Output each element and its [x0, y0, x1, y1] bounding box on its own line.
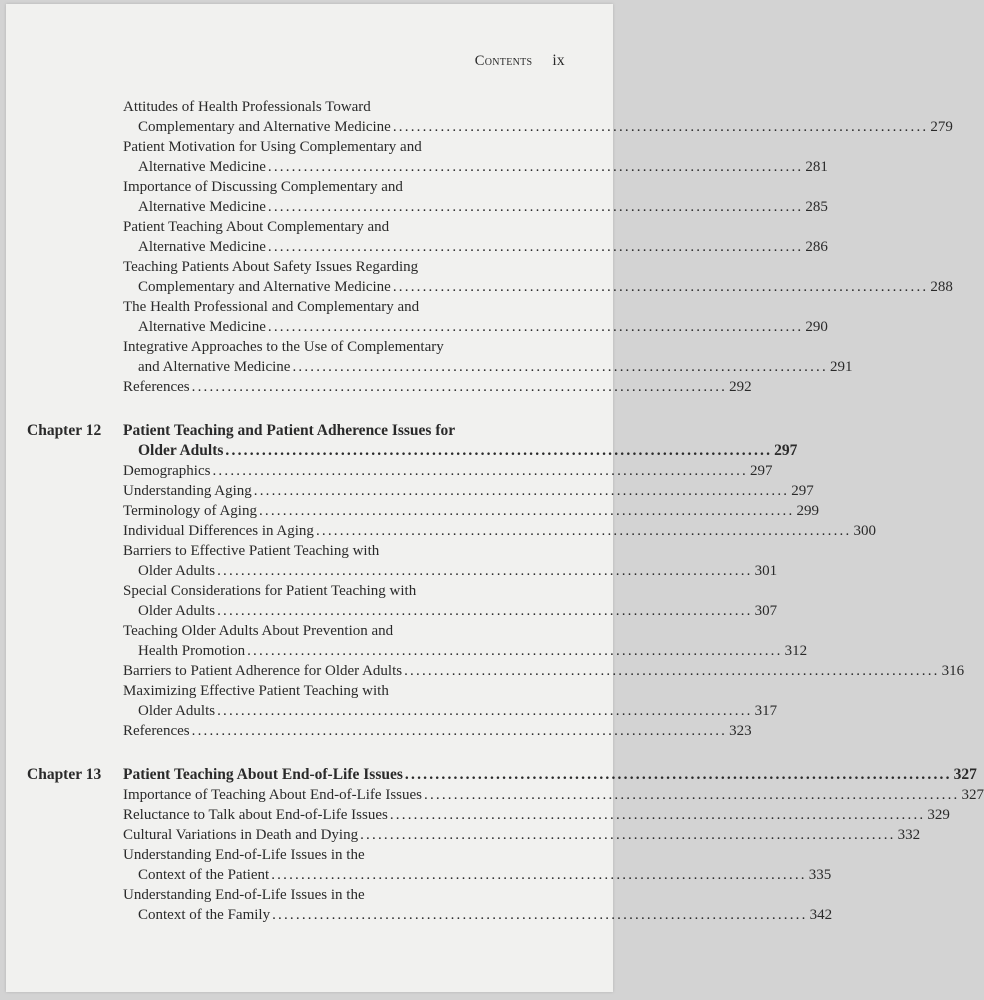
running-header: [475, 52, 565, 70]
entry-page-number: 335: [808, 867, 832, 883]
toc-line: [6, 621, 613, 641]
dot-leader: ‎..........................................................................................: [217, 563, 753, 579]
toc-line: [6, 377, 752, 397]
toc-entry-line: [123, 337, 444, 357]
toc-entry: [6, 137, 828, 177]
toc-entry: [6, 721, 752, 741]
entry-page-number: 297: [791, 483, 814, 499]
entry-title: Alternative Medicine: [138, 239, 266, 255]
entry-page-number: 279: [930, 119, 953, 135]
toc-entry: [6, 845, 832, 885]
dot-leader: ‎..........................................................................................: [225, 442, 773, 459]
entry-page-number: 327: [961, 787, 984, 803]
dot-leader: ‎..........................................................................................: [217, 603, 753, 619]
toc-entry-final-line: [138, 157, 828, 177]
chapter-entry: [6, 421, 798, 461]
running-header-page-number: ix: [552, 52, 565, 69]
entry-page-number: 291: [829, 359, 853, 375]
dot-leader: ‎..........................................................................................: [267, 319, 804, 335]
toc-line: [6, 501, 819, 521]
toc-line: [6, 845, 613, 865]
toc-entry-final-line: [123, 521, 876, 541]
toc-line: [6, 257, 613, 277]
dot-leader: ‎..........................................................................................: [404, 766, 952, 783]
chapter-label: Chapter 13: [27, 766, 102, 783]
entry-title: Attitudes of Health Professionals Toward: [123, 99, 371, 115]
entry-title: Integrative Approaches to the Use of Complementary: [123, 339, 444, 355]
toc-entry-final-line: [138, 277, 953, 297]
entry-page-number: 301: [754, 563, 778, 579]
toc-entry: [6, 885, 833, 925]
toc-entry-final-line: [123, 461, 773, 481]
entry-title: Importance of Teaching About End-of-Life Issues: [123, 787, 422, 803]
toc-entry: [6, 257, 953, 297]
toc-line: [6, 421, 613, 441]
toc-line: [6, 317, 828, 337]
toc-entry-final-line: [138, 701, 778, 721]
toc-line: [6, 905, 833, 925]
dot-leader: ‎..........................................................................................: [404, 663, 940, 679]
entry-page-number: 323: [729, 723, 752, 739]
entry-title: Alternative Medicine: [138, 159, 266, 175]
entry-title: Teaching Older Adults About Prevention and: [123, 623, 394, 639]
entry-title: Reluctance to Talk about End-of-Life Issues: [123, 807, 388, 823]
toc-entry: [6, 681, 778, 721]
entry-title: Demographics: [123, 463, 211, 479]
entry-title: Context of the Patient: [138, 867, 270, 883]
toc-entry: [6, 377, 752, 397]
toc-entry-final-line: [138, 905, 833, 925]
toc-entry-final-line: [123, 765, 977, 785]
chapter-label: Chapter 12: [27, 422, 102, 439]
toc-line: [6, 461, 773, 481]
toc-entry-final-line: [138, 865, 832, 885]
dot-leader: ‎..........................................................................................: [258, 503, 795, 519]
dot-leader: ‎..........................................................................................: [315, 523, 852, 539]
toc-line: [6, 805, 950, 825]
entry-page-number: 285: [805, 199, 828, 215]
entry-page-number: 327: [953, 766, 977, 783]
toc-entry-final-line: [138, 641, 808, 661]
entry-title: Barriers to Patient Adherence for Older Adults: [123, 663, 403, 679]
entry-page-number: 342: [809, 907, 833, 923]
entry-title: Older Adults: [138, 563, 216, 579]
toc-entry-line: [123, 845, 365, 865]
dot-leader: ‎..........................................................................................: [217, 703, 753, 719]
toc-entry-final-line: [138, 197, 828, 217]
toc-entry-final-line: [138, 317, 828, 337]
toc-line: [6, 237, 828, 257]
toc-entry-line: [123, 421, 455, 441]
entry-title: Teaching Patients About Safety Issues Regarding: [123, 259, 419, 275]
toc-line: [6, 277, 953, 297]
dot-leader: ‎..........................................................................................: [424, 787, 960, 803]
toc-entry: [6, 177, 828, 217]
toc-line: [6, 521, 876, 541]
dot-leader: ‎..........................................................................................: [271, 867, 807, 883]
dot-leader: ‎..........................................................................................: [389, 807, 926, 823]
toc-entry: [6, 581, 778, 621]
toc-entry: [6, 785, 984, 805]
toc-line: [6, 865, 832, 885]
toc-entry-line: [123, 97, 371, 117]
toc-line: [6, 137, 613, 157]
dot-leader: ‎..........................................................................................: [191, 723, 728, 739]
toc-entry-final-line: [138, 117, 953, 137]
toc-entry-line: [123, 541, 379, 561]
dot-leader: ‎..........................................................................................: [272, 907, 808, 923]
toc-entry-final-line: [138, 441, 798, 461]
toc-line: [6, 601, 778, 621]
dot-leader: ‎..........................................................................................: [212, 463, 748, 479]
toc-entry: [6, 805, 950, 825]
table-of-contents: [6, 97, 984, 925]
entry-title: Understanding End-of-Life Issues in the: [123, 847, 365, 863]
toc-entry-final-line: [123, 721, 752, 741]
toc-line: [6, 177, 613, 197]
dot-leader: ‎..........................................................................................: [267, 199, 804, 215]
toc-entry-line: [123, 621, 393, 641]
entry-title: Understanding Aging: [123, 483, 252, 499]
toc-entry-final-line: [123, 825, 921, 845]
dot-leader: ‎..........................................................................................: [267, 239, 804, 255]
section-gap: [6, 397, 613, 421]
toc-entry-final-line: [123, 785, 984, 805]
toc-entry: [6, 541, 778, 581]
toc-entry-final-line: [138, 601, 778, 621]
toc-line: [6, 481, 814, 501]
chapter-title: Patient Teaching About End-of-Life Issues: [123, 766, 403, 783]
entry-title: Older Adults: [138, 703, 216, 719]
toc-line: [6, 785, 984, 805]
toc-entry: [6, 217, 828, 257]
toc-line: [6, 441, 798, 461]
toc-entry-final-line: [123, 661, 965, 681]
toc-line: [6, 297, 613, 317]
toc-line: [6, 157, 828, 177]
dot-leader: ‎..........................................................................................: [392, 119, 929, 135]
entry-title: Patient Motivation for Using Complementary and: [123, 139, 422, 155]
entry-title: Importance of Discussing Complementary and: [123, 179, 403, 195]
toc-line: [6, 357, 853, 377]
toc-entry-final-line: [138, 237, 828, 257]
entry-page-number: 317: [754, 703, 778, 719]
entry-page-number: 307: [754, 603, 778, 619]
toc-entry: [6, 337, 853, 377]
toc-line: [6, 825, 921, 845]
chapter-entry: [6, 765, 977, 785]
toc-entry: [6, 297, 828, 337]
section-gap: [6, 741, 613, 765]
entry-title: Special Considerations for Patient Teaching with: [123, 583, 417, 599]
toc-entry-line: [123, 257, 418, 277]
toc-entry: [6, 661, 965, 681]
entry-title: References: [123, 723, 190, 739]
toc-entry: [6, 825, 921, 845]
toc-line: [6, 885, 613, 905]
toc-entry: [6, 461, 773, 481]
chapter-title: Patient Teaching and Patient Adherence Issues for: [123, 422, 456, 439]
entry-page-number: 332: [897, 827, 921, 843]
entry-page-number: 316: [941, 663, 965, 679]
entry-page-number: 290: [805, 319, 828, 335]
entry-title: Terminology of Aging: [123, 503, 257, 519]
toc-entry-line: [123, 177, 403, 197]
entry-title: and Alternative Medicine: [138, 359, 291, 375]
toc-entry: [6, 521, 876, 541]
entry-title: Alternative Medicine: [138, 199, 266, 215]
entry-title: Complementary and Alternative Medicine: [138, 279, 391, 295]
toc-line: [6, 97, 613, 117]
entry-title: Understanding End-of-Life Issues in the: [123, 887, 365, 903]
entry-title: Barriers to Effective Patient Teaching with: [123, 543, 380, 559]
entry-page-number: 299: [796, 503, 819, 519]
dot-leader: ‎..........................................................................................: [191, 379, 728, 395]
entry-page-number: 292: [729, 379, 752, 395]
entry-title: Older Adults: [138, 603, 216, 619]
toc-entry-line: [123, 217, 389, 237]
dot-leader: ‎..........................................................................................: [292, 359, 828, 375]
chapter-title: Older Adults: [138, 442, 224, 459]
entry-title: Patient Teaching About Complementary and: [123, 219, 390, 235]
toc-entry-line: [123, 681, 389, 701]
entry-title: Alternative Medicine: [138, 319, 266, 335]
dot-leader: ‎..........................................................................................: [360, 827, 896, 843]
toc-line: [6, 197, 828, 217]
entry-title: References: [123, 379, 190, 395]
entry-title: Individual Differences in Aging: [123, 523, 314, 539]
entry-title: The Health Professional and Complementary and: [123, 299, 420, 315]
dot-leader: ‎..........................................................................................: [392, 279, 929, 295]
toc-entry-final-line: [123, 501, 819, 521]
running-header-title: Contents: [474, 53, 533, 69]
toc-line: [6, 217, 613, 237]
toc-line: [6, 681, 613, 701]
toc-line: [6, 581, 613, 601]
toc-entry: [6, 97, 953, 137]
toc-line: [6, 721, 752, 741]
entry-page-number: 300: [853, 523, 876, 539]
entry-page-number: 288: [930, 279, 953, 295]
toc-line: [6, 541, 613, 561]
entry-title: Context of the Family: [138, 907, 271, 923]
toc-entry-line: [123, 581, 416, 601]
toc-entry-final-line: [123, 481, 814, 501]
toc-entry-line: [123, 297, 419, 317]
toc-entry-final-line: [123, 805, 950, 825]
toc-line: [6, 701, 778, 721]
entry-title: Complementary and Alternative Medicine: [138, 119, 391, 135]
entry-title: Health Promotion: [138, 643, 246, 659]
toc-line: [6, 661, 965, 681]
toc-line: [6, 117, 953, 137]
entry-page-number: 281: [805, 159, 828, 175]
toc-entry-final-line: [138, 561, 778, 581]
dot-leader: ‎..........................................................................................: [267, 159, 804, 175]
entry-page-number: 286: [805, 239, 828, 255]
toc-line: [6, 641, 808, 661]
entry-page-number: 297: [749, 463, 773, 479]
entry-title: Maximizing Effective Patient Teaching with: [123, 683, 389, 699]
dot-leader: ‎..........................................................................................: [253, 483, 790, 499]
toc-line: [6, 765, 977, 785]
entry-page-number: 312: [784, 643, 808, 659]
toc-entry-line: [123, 885, 365, 905]
toc-line: [6, 337, 613, 357]
toc-entry: [6, 621, 808, 661]
dot-leader: ‎..........................................................................................: [247, 643, 783, 659]
entry-title: Cultural Variations in Death and Dying: [123, 827, 359, 843]
toc-line: [6, 561, 778, 581]
toc-entry-final-line: [138, 357, 853, 377]
toc-entry-line: [123, 137, 422, 157]
entry-page-number: 297: [774, 442, 798, 459]
book-page: [6, 4, 984, 992]
toc-entry-final-line: [123, 377, 752, 397]
toc-entry: [6, 501, 819, 521]
entry-page-number: 329: [927, 807, 950, 823]
toc-entry: [6, 481, 814, 501]
